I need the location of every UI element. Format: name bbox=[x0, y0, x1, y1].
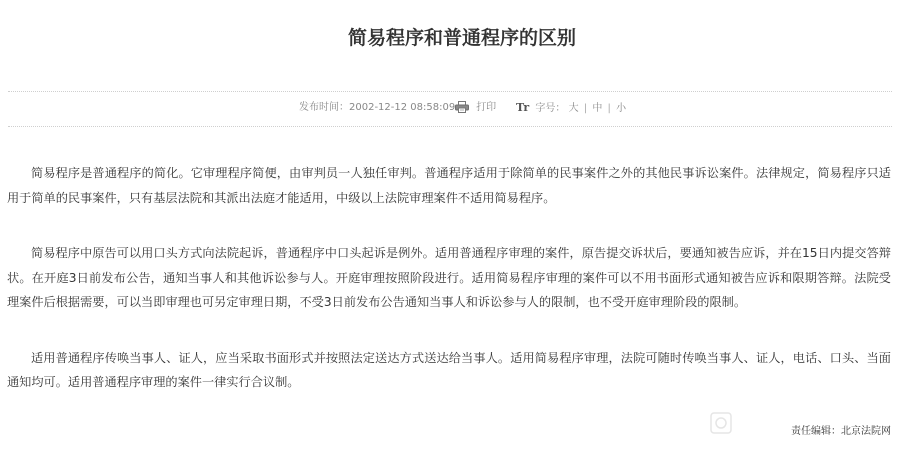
font-size-medium[interactable]: 中 bbox=[592, 103, 603, 114]
article-meta-bar bbox=[0, 100, 924, 116]
print-button[interactable] bbox=[455, 100, 496, 116]
font-size-separator: | bbox=[583, 103, 588, 114]
responsible-editor: 责任编辑：北京法院网 bbox=[791, 426, 891, 437]
article-paragraph: 简易程序中原告可以用口头方式向法院起诉，普通程序中口头起诉是例外。适用普通程序审理的案件，原告提交诉状后，要通知被告应诉，并在15日内提交答辩状。在开庭3日前发布公告，通知当事人和其他诉讼参与人。开庭审理按照阶段进行。适用简易程序审理的案件可以不用书面形式通知被告应诉和限期答辩。法院受理案件后根据需要，可以当即审理也可另定审理日期，不受3日前发布公告通知当事人和诉讼参与人的限制，也不受开庭审理阶段的限制。 bbox=[7, 246, 891, 309]
article-paragraph: 简易程序是普通程序的简化。它审理程序简便，由审判员一人独任审判。普通程序适用于除简单的民事案件之外的其他民事诉讼案件。法律规定，简易程序只适用于简单的民事案件，只有基层法院和其派出法庭才能适用，中级以上法院审理案件不适用简易程序。 bbox=[7, 166, 891, 205]
watermark-icon bbox=[710, 412, 732, 434]
publish-time: 发布时间：2002-12-12 08:58:09 bbox=[299, 102, 456, 113]
font-size-icon: Tr bbox=[516, 101, 530, 114]
divider-bottom bbox=[8, 126, 892, 127]
font-size-label: 字号： bbox=[535, 103, 566, 114]
font-size-control bbox=[516, 100, 626, 117]
article-title: 简易程序和普通程序的区别 bbox=[347, 27, 576, 49]
print-label: 打印 bbox=[476, 102, 497, 113]
font-size-separator: | bbox=[607, 103, 611, 114]
article-body bbox=[7, 161, 891, 426]
font-size-small[interactable]: 小 bbox=[616, 103, 627, 114]
printer-icon bbox=[455, 101, 469, 113]
divider-top bbox=[8, 91, 892, 92]
font-size-large[interactable]: 大 bbox=[568, 103, 579, 114]
article-paragraph: 适用普通程序传唤当事人、证人，应当采取书面形式并按照法定送达方式送达给当事人。适用简易程序审理，法院可随时传唤当事人、证人，电话、口头、当面通知均可。适用普通程序审理的案件一律实行合议制。 bbox=[7, 350, 891, 389]
